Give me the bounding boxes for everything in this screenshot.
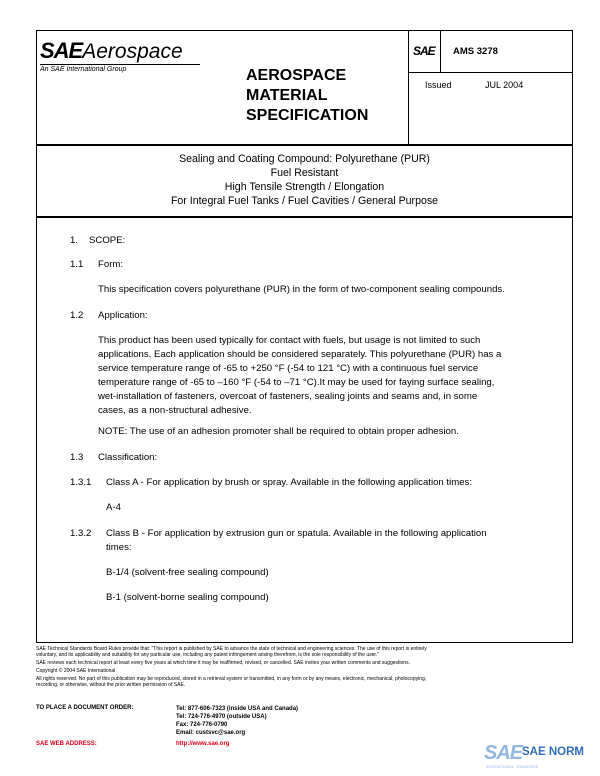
subject-text [36,152,573,208]
watermark-sae-logo: SAE [484,742,523,764]
s13-title: Classification: [98,452,158,463]
s12-line: service temperature range of -65 to +250 °F (-54 to 121 °C) with a continuous fuel service [98,363,479,374]
s132-text [106,527,487,555]
contact-line: Email: custsvc@sae.org [176,730,246,736]
header-divider-v [408,30,409,145]
logo-subtitle: An SAE International Group [40,66,127,73]
subject-line: Sealing and Coating Compound: Polyurethane (PUR) [179,153,430,165]
watermark-norm-text: SAE NORM [522,746,584,758]
s12-line: wet-installation of fasteners, overcoat of fasteners, sealing joints and seams and, in some [98,391,478,402]
footer-line: recording, or otherwise, without the prior written permission of SAE. [36,682,186,688]
s12-line: temperature range of -65 to –160 °F (-54 to –71 °C).It may be used for faying surface sealing, [98,377,495,388]
footer-line: All rights reserved. No part of this publication may be reproduced, stored in a retrieval system or transmitted, in any form or by any means, electronic, mechanical, photocopying, [36,676,427,682]
subject-line: High Tensile Strength / Elongation [224,181,385,193]
sae-mark: SAE [413,44,435,58]
footer-line: SAE reviews each technical report at least every five years at which time it may be reaffirmed, revised, or cancelled. SAE invites your written comments and suggestions. [36,660,410,666]
sae-norm-watermark [484,742,596,772]
subject-line: For Integral Fuel Tanks / Fuel Cavities / General Purpose [170,195,439,207]
s131-text: Class A - For application by brush or spray. Available in the following application times: [106,477,472,488]
logo-brand: SAE [40,38,83,63]
logo-word: Aerospace [82,40,183,63]
s11-title: Form: [98,259,124,270]
footer-line: voluntary, and its applicability and suitability for any particular use, including any patent infringement arising therefrom, is the sole responsibility of the user." [36,652,379,658]
s12-line: This product has been used typically for contact with fuels, but usage is not limited to such [98,335,481,346]
title-line: SPECIFICATION [246,107,369,124]
subject-line: Fuel Resistant [270,167,339,179]
contact-line: Tel: 724-776-4970 (outside USA) [176,714,267,720]
s132-item: B-1 (solvent-borne sealing compound) [106,592,269,603]
footer-line: SAE Technical Standards Board Rules provide that: "This report is published by SAE to advance the state of technical and engineering sciences. The use of this report is entirely [36,646,427,652]
title-line: MATERIAL [246,87,328,104]
footer-disclaimer [36,646,576,688]
s13-num: 1.3 [70,452,84,463]
doc-number: AMS 3278 [453,46,498,57]
s11-num: 1.1 [70,259,84,270]
s11-text: This specification covers polyurethane (PUR) in the form of two-component sealing compounds. [98,284,505,295]
s12-title: Application: [98,310,148,321]
title-line: AEROSPACE [246,67,347,84]
header-divider-v2 [440,30,441,72]
footer-copyright: Copyright © 2004 SAE International [36,668,116,674]
web-label: SAE WEB ADDRESS: [36,741,97,747]
contact-line: Tel: 877-606-7323 (inside USA and Canada) [176,706,299,712]
issued-date: JUL 2004 [485,80,524,90]
contact-block [176,705,298,737]
watermark-tagline: INTERNATIONAL · STANDARDS [486,765,539,769]
s132-line: times: [106,542,132,553]
s1-title: SCOPE: [89,235,126,246]
s132-num: 1.3.2 [70,528,92,539]
contact-line: Fax: 724-776-0790 [176,722,228,728]
s12-note: NOTE: The use of an adhesion promoter shall be required to obtain proper adhesion. [98,426,459,437]
s12-paragraph [98,334,501,418]
s12-num: 1.2 [70,310,84,321]
s131-item: A-4 [106,502,121,513]
web-url[interactable]: http://www.sae.org [176,741,230,747]
s132-item: B-1/4 (solvent-free sealing compound) [106,567,269,578]
s12-line: cases, as a non-structural adhesive. [98,405,252,416]
s131-num: 1.3.1 [70,477,92,488]
doc-type-title [246,66,368,126]
s1-num: 1. [70,235,79,246]
s12-line: applications. Each application should be considered separately. This polyurethane (PUR) has a [98,349,502,360]
logo-underline [40,64,200,65]
sae-aerospace-logo [40,38,240,78]
order-label: TO PLACE A DOCUMENT ORDER: [36,705,134,711]
issued-label: Issued [425,80,452,90]
header-divider-h [408,72,573,73]
s132-line: Class B - For application by extrusion gun or spatula. Available in the following application [106,528,487,539]
